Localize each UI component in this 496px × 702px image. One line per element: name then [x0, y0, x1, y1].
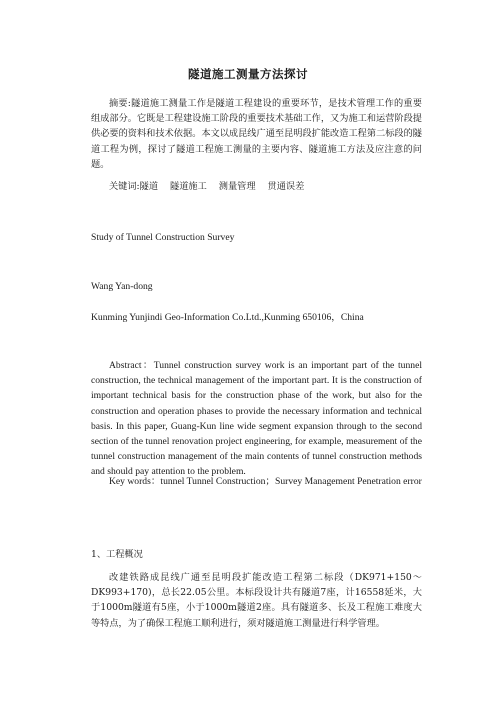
author-name: Wang Yan-dong [91, 281, 153, 292]
abstract-english: Abstract：Tunnel construction survey work is an important part of the tunnel construction, the technical management of the important part. It is the construction of important technical basis for the construction phase of the work, but also for the construction and operation phases to provide the necessary information and technical basis. In this paper, Guang-Kun line wide segment expansion through to the second section of the tunnel renovation project engineering, for example, measurement of the tunnel construction management of the main contents of tunnel construction methods and should pay attention to the problem. [91, 360, 422, 478]
keyword-item: 隧道 [139, 181, 159, 192]
author-affiliation: Kunming Yunjindi Geo-Information Co.Ltd.,Kunming 650106，China [91, 312, 364, 323]
keyword-item: 隧道施工 [170, 181, 207, 192]
paper-title: 隧道施工测量方法探讨 [188, 67, 308, 81]
keyword-item: 测量管理 [218, 181, 256, 192]
keywords-chinese [91, 179, 422, 194]
keywords-english: Key words：tunnel Tunnel Construction；Survey Management Penetration error [109, 476, 422, 487]
section-heading: 1、工程概况 [91, 549, 143, 560]
english-title: Study of Tunnel Construction Survey [91, 232, 235, 243]
keyword-item: 贯通误差 [267, 181, 305, 192]
keywords-label: 关键词: [109, 181, 140, 192]
abstract-chinese: 摘要:隧道施工测量工作是隧道工程建设的重要环节，是技术管理工作的重要组成部分。它既是工程建设施工阶段的重要技术基础工作，又为施工和运营阶段提供必要的资料和技术依据。本文以成昆线广通至昆明段扩能改造工程第二标段的隧道工程为例，探讨了隧道工程施工测量的主要内容、隧道施工方法及应注意的问题。 [91, 98, 422, 170]
section-body: 改建铁路成昆线广通至昆明段扩能改造工程第二标段（DK971+150～DK993+170)，总长22.05公里。本标段设计共有隧道7座，计16558延米，大于1000m隧道有5座，小于1000m隧道2座。具有隧道多、长及工程施工难度大等特点，为了确保工程施工顺利进行，须对隧道施工测量进行科学管理。 [91, 572, 422, 629]
